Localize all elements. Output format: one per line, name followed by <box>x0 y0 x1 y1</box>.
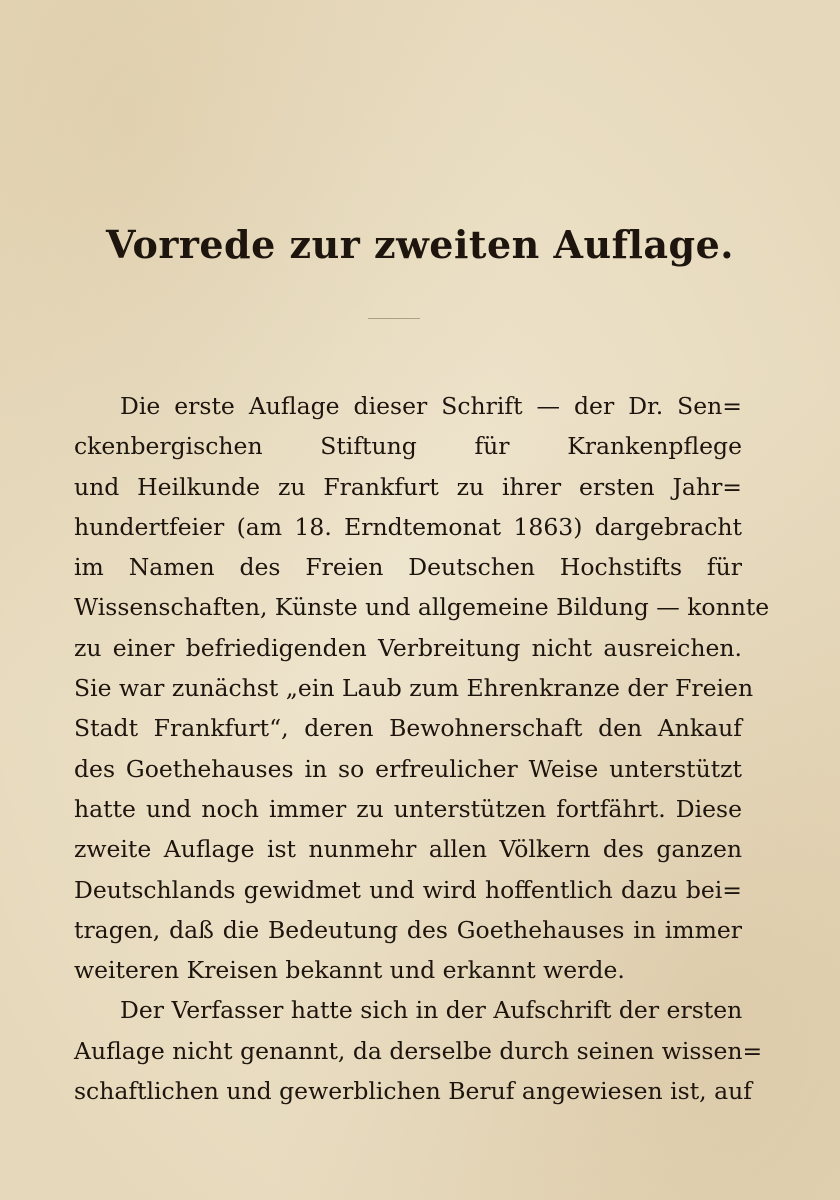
text-line: und Heilkunde zu Frankfurt zu ihrer ersten Jahr= <box>74 472 742 501</box>
text-line: ckenbergischen Stiftung für Krankenpflege <box>74 432 742 461</box>
title-rule <box>368 318 420 319</box>
text-line: zweite Auflage ist nunmehr allen Völkern des ganzen <box>74 835 742 864</box>
text-line: Die erste Auflage dieser Schrift — der Dr. Sen= <box>120 392 742 420</box>
text-line: tragen, daß die Bedeutung des Goethehauses in immer <box>74 915 742 944</box>
text-line: im Namen des Freien Deutschen Hochstifts für <box>74 553 742 582</box>
text-line: schaftlichen und gewerblichen Beruf angewiesen ist, auf <box>74 1077 752 1106</box>
text-line: hundertfeier (am 18. Erndtemonat 1863) dargebracht <box>74 512 742 541</box>
page-title: Vorrede zur zweiten Auflage. <box>106 222 734 267</box>
text-line: Sie war zunächst „ein Laub zum Ehrenkranze der Freien <box>74 674 754 703</box>
text-line: Auflage nicht genannt, da derselbe durch seinen wissen= <box>74 1036 763 1065</box>
text-line: des Goethehauses in so erfreulicher Weise unterstützt <box>74 754 742 783</box>
text-line: Deutschlands gewidmet und wird hoffentlich dazu bei= <box>74 875 742 904</box>
body-text <box>74 386 770 1111</box>
text-line: Der Verfasser hatte sich in der Aufschrift der ersten <box>120 996 743 1025</box>
text-line: hatte und noch immer zu unterstützen fortfährt. Diese <box>74 794 742 823</box>
text-line: Stadt Frankfurt“, deren Bewohnerschaft den Ankauf <box>74 714 742 743</box>
text-line: zu einer befriedigenden Verbreitung nicht ausreichen. <box>74 633 742 662</box>
text-line: Wissenschaften, Künste und allgemeine Bildung — konnte <box>74 593 770 622</box>
bleed-through-shadow <box>560 140 840 400</box>
text-line: weiteren Kreisen bekannt und erkannt werde. <box>74 956 625 985</box>
